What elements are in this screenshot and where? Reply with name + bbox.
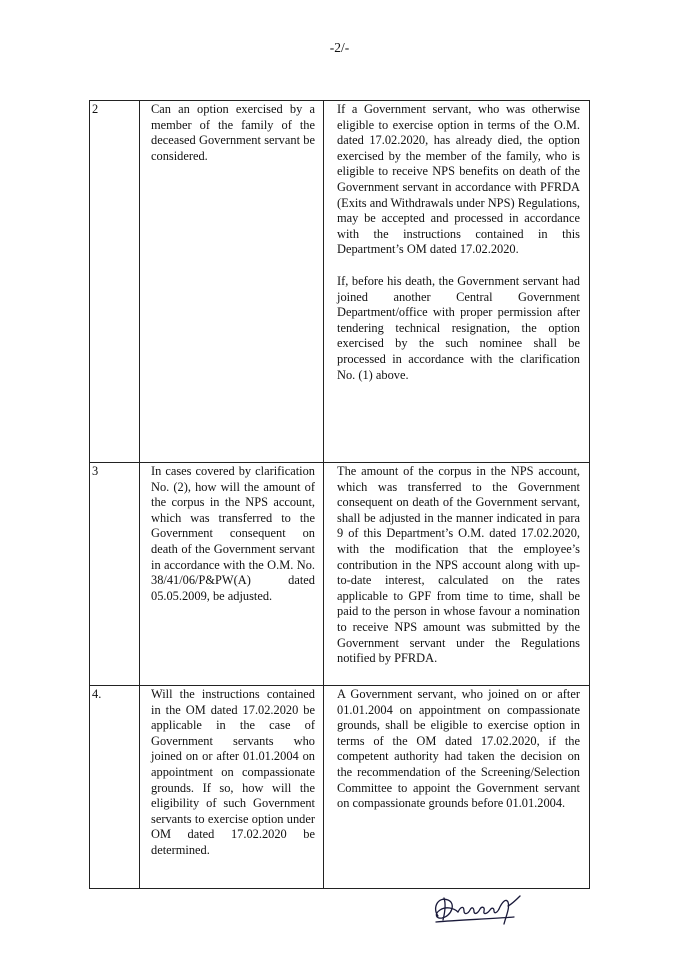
row-number: 3 (90, 463, 140, 686)
answer-cell (324, 101, 590, 463)
question-cell: In cases covered by clarification No. (2), how will the amount of the corpus in the NPS account, which was transferred to the Government consequent on death of the Government servant in accordance with the O.M. No. 38/41/06/P&PW(A) dated 05.05.2009, be adjusted. (140, 463, 324, 686)
table-row (90, 101, 590, 463)
answer-paragraph: A Government servant, who joined on or after 01.01.2004 on appointment on compassionate grounds, shall be eligible to exercise option in terms of the OM dated 17.02.2020, if the competent authority had taken the decision on the recommendation of the Screening/Selection Committee to appoint the Government servant on compassionate grounds before 01.01.2004. (337, 687, 580, 811)
table-row (90, 463, 590, 686)
row-number: 4. (90, 686, 140, 889)
table-row (90, 686, 590, 889)
signature-image (428, 886, 532, 930)
answer-paragraph: If a Government servant, who was otherwise eligible to exercise option in terms of the O.M. dated 17.02.2020, has already died, the option exercised by the member of the family, who is eligible to receive NPS benefits on death of the Government servant in accordance with PFRDA (Exits and Withdrawals under NPS) Regulations, may be accepted and processed in accordance with the instructions contained in this Department’s OM dated 17.02.2020. (337, 102, 580, 257)
row-number: 2 (90, 101, 140, 463)
answer-paragraph: The amount of the corpus in the NPS account, which was transferred to the Government consequent on death of the Government servant, shall be adjusted in the manner indicated in para 9 of this Department’s O.M. dated 17.02.2020, with the modification that the employee’s contribution in the NPS account along with up-to-date interest, calculated on the rates applicable to GPF from time to time, shall be paid to the person in whose favour a nomination to receive NPS amount was submitted by the Government servant under the Regulations notified by PFRDA. (337, 464, 580, 666)
question-cell: Will the instructions contained in the OM dated 17.02.2020 be applicable in the case of Government servants who joined on or after 01.01.2004 on appointment on compassionate grounds. If so, how will the eligibility of such Government servants to exercise option under OM dated 17.02.2020 be determined. (140, 686, 324, 889)
answer-cell (324, 686, 590, 889)
answer-cell (324, 463, 590, 686)
clarification-table (89, 100, 590, 889)
page-number: -2/- (329, 40, 350, 55)
answer-paragraph: If, before his death, the Government servant had joined another Central Government Department/office with proper permission after tendering technical resignation, the option exercised by the such nominee shall be processed in accordance with the clarification No. (1) above. (337, 273, 580, 382)
question-cell: Can an option exercised by a member of the family of the deceased Government servant be considered. (140, 101, 324, 463)
